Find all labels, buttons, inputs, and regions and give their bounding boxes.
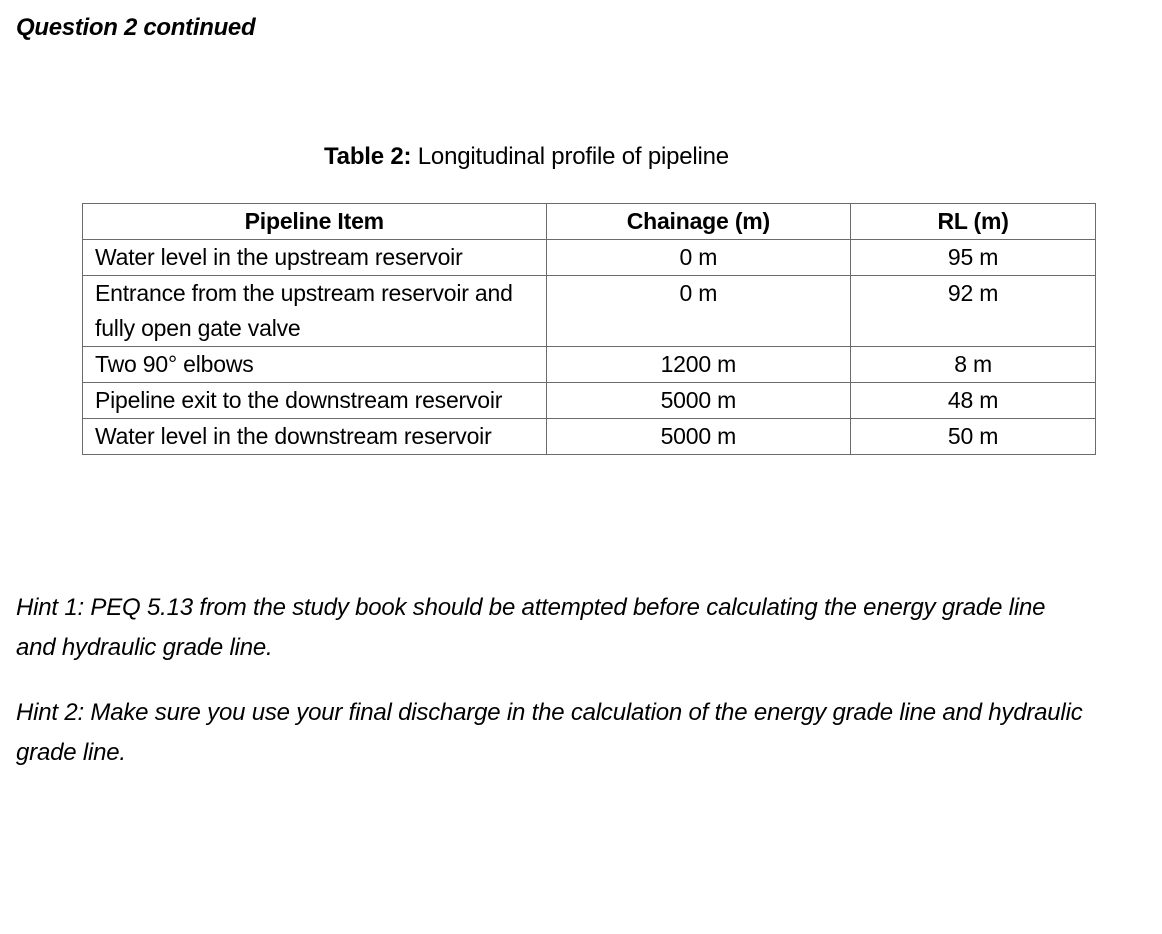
table-row (83, 383, 1096, 419)
table-row (83, 240, 1096, 276)
cell-rl: 50 m (851, 419, 1096, 455)
cell-chainage: 5000 m (546, 383, 851, 419)
table-row (83, 419, 1096, 455)
cell-chainage: 0 m (546, 240, 851, 276)
cell-pipeline-item: Pipeline exit to the downstream reservoir (83, 383, 547, 419)
cell-chainage: 0 m (546, 276, 851, 347)
cell-pipeline-item: Two 90° elbows (83, 347, 547, 383)
header-pipeline-item: Pipeline Item (83, 204, 547, 240)
cell-pipeline-item: Water level in the upstream reservoir (83, 240, 547, 276)
hint-1: Hint 1: PEQ 5.13 from the study book should be attempted before calculating the energy grade line and hydraulic grade line. (16, 594, 1046, 661)
cell-rl: 48 m (851, 383, 1096, 419)
header-rl: RL (m) (851, 204, 1096, 240)
cell-pipeline-item: Water level in the downstream reservoir (83, 419, 547, 455)
cell-chainage: 1200 m (546, 347, 851, 383)
table-caption-text: Longitudinal profile of pipeline (411, 143, 729, 170)
cell-rl: 8 m (851, 347, 1096, 383)
table-caption (324, 143, 729, 171)
cell-rl: 92 m (851, 276, 1096, 347)
table-header-row (83, 204, 1096, 240)
table-caption-label: Table 2: (324, 143, 412, 170)
table-row (83, 276, 1096, 347)
cell-pipeline-item: Entrance from the upstream reservoir and fully open gate valve (83, 276, 547, 347)
header-chainage: Chainage (m) (546, 204, 851, 240)
table-row (83, 347, 1096, 383)
pipeline-profile-table (82, 203, 1096, 455)
hint-2: Hint 2: Make sure you use your final discharge in the calculation of the energy grade line and hydraulic grade line. (16, 699, 1083, 766)
question-heading: Question 2 continued (16, 14, 256, 41)
cell-rl: 95 m (851, 240, 1096, 276)
cell-chainage: 5000 m (546, 419, 851, 455)
